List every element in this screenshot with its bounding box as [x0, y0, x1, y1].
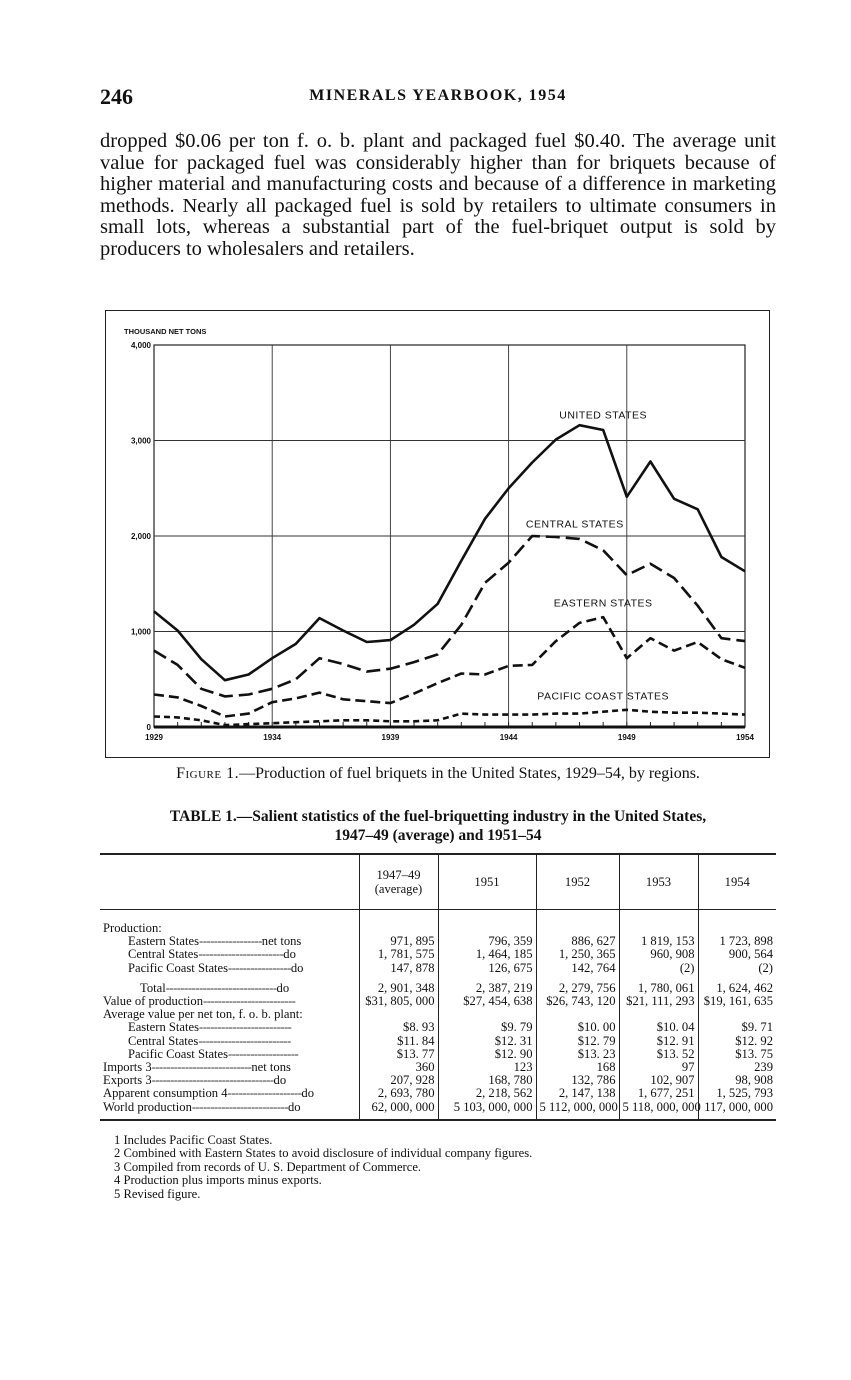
- table-cell: 2, 147, 138: [536, 1087, 619, 1100]
- table-cell: 98, 908: [698, 1074, 776, 1087]
- series-line-pacific-coast-states: [154, 710, 745, 725]
- table-cell: $12. 91: [619, 1035, 698, 1048]
- row-label: Imports 3---------------------------net tons: [103, 1061, 291, 1075]
- table-cell: 62, 000, 000: [359, 1101, 438, 1120]
- table-cell: $10. 04: [619, 1021, 698, 1034]
- page-number: 246: [100, 84, 133, 109]
- row-label: World production--------------------------do: [100, 1101, 359, 1120]
- y-tick-label: 1,000: [130, 627, 151, 637]
- table-cell: 1, 780, 061: [619, 982, 698, 995]
- y-tick-label: 3,000: [130, 436, 151, 446]
- table-cell: 168: [536, 1061, 619, 1074]
- column-header: 1947–49 (average): [359, 854, 438, 910]
- table-cell: $27, 454, 638: [438, 995, 536, 1008]
- figure-1: [105, 310, 770, 758]
- row-label: Eastern States-----------------net tons: [128, 935, 302, 949]
- row-label: Value of production-------------------------: [103, 995, 296, 1009]
- table-cell: 1, 624, 462: [698, 982, 776, 995]
- series-label: CENTRAL STATES: [525, 518, 624, 531]
- series-label: EASTERN STATES: [553, 597, 653, 610]
- table-cell: 2, 279, 756: [536, 982, 619, 995]
- figure-caption-text: —Production of fuel briquets in the United States, 1929–54, by regions.: [239, 765, 700, 782]
- table-cell: 239: [698, 1061, 776, 1074]
- row-label: Exports 3---------------------------------do: [103, 1074, 287, 1088]
- table-cell: 1, 464, 185: [438, 948, 536, 961]
- table-cell: 5 103, 000, 000: [438, 1101, 536, 1120]
- series-label: UNITED STATES: [559, 409, 648, 422]
- x-tick-label: 1939: [381, 733, 400, 742]
- row-label: Total------------------------------do: [140, 981, 290, 995]
- table-cell: 1, 525, 793: [698, 1087, 776, 1100]
- row-label: Average value per net ton, f. o. b. plant:: [103, 1008, 303, 1022]
- table-row: [100, 1048, 776, 1061]
- table-cell: 117, 000, 000: [698, 1101, 776, 1120]
- series-label: PACIFIC COAST STATES: [537, 690, 670, 703]
- table-cell: 168, 780: [438, 1074, 536, 1087]
- series-line-united-states: [154, 425, 745, 680]
- intro-paragraph: dropped $0.06 per ton f. o. b. plant and packaged fuel $0.40. The average unit value for packaged fuel was considerably higher than for briquets because of higher material and manufacturing costs and because of a difference in marketing methods. Nearly all packaged fuel is sold by retailers to ultimate consumers in small lots, whereas a substantial part of the fuel-briquet output is sold by producers to wholesalers and retailers.: [100, 130, 776, 260]
- x-tick-label: 1954: [736, 733, 754, 742]
- table-cell: 102, 907: [619, 1074, 698, 1087]
- column-header: 1954: [698, 854, 776, 910]
- table-cell: 960, 908: [619, 948, 698, 961]
- table-row: [100, 1021, 776, 1034]
- table-title-line-1: TABLE 1.—Salient statistics of the fuel-briquetting industry in the United States,: [169, 808, 707, 825]
- series-line-central-states: [154, 536, 745, 696]
- table-cell: $12. 92: [698, 1035, 776, 1048]
- table-header-stub: [100, 854, 359, 910]
- x-tick-label: 1934: [263, 733, 282, 742]
- y-tick-label: 2,000: [130, 532, 151, 541]
- row-unit: do: [283, 948, 296, 962]
- row-unit: do: [287, 1100, 301, 1114]
- table-cell: 2, 387, 219: [438, 982, 536, 995]
- table-cell: 2, 218, 562: [438, 1087, 536, 1100]
- table-cell: $19, 161, 635: [698, 995, 776, 1008]
- table-cell: $26, 743, 120: [536, 995, 619, 1008]
- table-cell: 796, 359: [438, 935, 536, 948]
- table-cell: $9. 71: [698, 1021, 776, 1034]
- table-cell: 886, 627: [536, 935, 619, 948]
- column-header: 1952: [536, 854, 619, 910]
- table-cell: $13. 23: [536, 1048, 619, 1061]
- table-row: [100, 1101, 776, 1120]
- table-cell: $13. 52: [619, 1048, 698, 1061]
- table-cell: $8. 93: [359, 1021, 438, 1034]
- row-unit: do: [273, 1074, 287, 1088]
- table-title-line-2: 1947–49 (average) and 1951–54: [334, 827, 542, 844]
- row-unit: do: [290, 961, 304, 975]
- x-tick-label: 1949: [617, 733, 636, 742]
- table-cell: $12. 90: [438, 1048, 536, 1061]
- table-cell: 147, 878: [359, 962, 438, 975]
- y-tick-label: 4,000: [130, 341, 151, 350]
- footnote: 2 Combined with Eastern States to avoid disclosure of individual company figures.: [114, 1146, 533, 1161]
- table-row: [100, 1035, 776, 1048]
- table-cell: 2, 693, 780: [359, 1087, 438, 1100]
- row-label: Pacific Coast States-------------------: [128, 1047, 299, 1061]
- table-row: [100, 962, 776, 975]
- row-unit: do: [301, 1087, 315, 1101]
- table-cell: 142, 764: [536, 962, 619, 975]
- row-label: Apparent consumption 4--------------------do: [103, 1087, 315, 1101]
- table-cell: $13. 77: [359, 1048, 438, 1061]
- column-header: 1951: [438, 854, 536, 910]
- figure-caption: [100, 765, 776, 783]
- x-tick-label: 1944: [499, 733, 518, 742]
- table-cell: 132, 786: [536, 1074, 619, 1087]
- y-tick-label: 0: [146, 723, 151, 732]
- footnotes: [114, 1134, 532, 1201]
- table-cell: 1 819, 153: [619, 935, 698, 948]
- table-cell: $12. 31: [438, 1035, 536, 1048]
- row-label: Production:: [103, 922, 162, 935]
- page-header: [100, 84, 776, 112]
- table-cell: (2): [619, 962, 698, 975]
- row-unit: do: [276, 981, 290, 995]
- row-label: Central States-------------------------: [128, 1034, 291, 1048]
- table-cell: 2, 901, 348: [359, 982, 438, 995]
- table-cell: 5 112, 000, 000: [536, 1101, 619, 1120]
- table-row: [100, 1087, 776, 1100]
- row-label: Central States-----------------------do: [128, 948, 296, 962]
- table-title: [100, 807, 776, 845]
- table-cell: 5 118, 000, 000: [619, 1101, 698, 1120]
- table-row: [100, 995, 776, 1008]
- running-title: MINERALS YEARBOOK, 1954: [309, 87, 567, 104]
- table-cell: 1 723, 898: [698, 935, 776, 948]
- table-cell: 1, 781, 575: [359, 948, 438, 961]
- table-cell: $10. 00: [536, 1021, 619, 1034]
- table-cell: $11. 84: [359, 1035, 438, 1048]
- salient-statistics-table: [100, 853, 776, 1121]
- table-cell: (2): [698, 962, 776, 975]
- column-header: 1953: [619, 854, 698, 910]
- table-cell: 123: [438, 1061, 536, 1074]
- table-cell: 97: [619, 1061, 698, 1074]
- footnote: 1 Includes Pacific Coast States.: [114, 1133, 273, 1147]
- table-cell: 207, 928: [359, 1074, 438, 1087]
- footnote: 5 Revised figure.: [114, 1186, 201, 1201]
- table-row: [100, 948, 776, 961]
- table-cell: 971, 895: [359, 935, 438, 948]
- table-cell: $9. 79: [438, 1021, 536, 1034]
- table-cell: $31, 805, 000: [359, 995, 438, 1008]
- table-cell: 126, 675: [438, 962, 536, 975]
- table-cell: 1, 250, 365: [536, 948, 619, 961]
- row-unit: net tons: [261, 935, 302, 949]
- table-cell: 900, 564: [698, 948, 776, 961]
- table-cell: 1, 677, 251: [619, 1087, 698, 1100]
- y-axis-label: THOUSAND NET TONS: [124, 327, 207, 336]
- table-cell: $13. 75: [698, 1048, 776, 1061]
- row-label: Pacific Coast States-----------------do: [128, 961, 304, 975]
- row-unit: net tons: [251, 1061, 291, 1075]
- footnote: 4 Production plus imports minus exports.: [114, 1173, 322, 1188]
- x-tick-label: 1929: [145, 733, 163, 742]
- table-cell: $12. 79: [536, 1035, 619, 1048]
- table-cell: $21, 111, 293: [619, 995, 698, 1008]
- briquet-production-chart: [106, 311, 769, 757]
- table-header-row: [100, 854, 776, 910]
- row-label: Eastern States-------------------------: [128, 1021, 292, 1035]
- table-cell: 360: [359, 1061, 438, 1074]
- footnote: 3 Compiled from records of U. S. Department of Commerce.: [114, 1159, 422, 1174]
- figure-caption-label: Figure 1.: [176, 765, 240, 782]
